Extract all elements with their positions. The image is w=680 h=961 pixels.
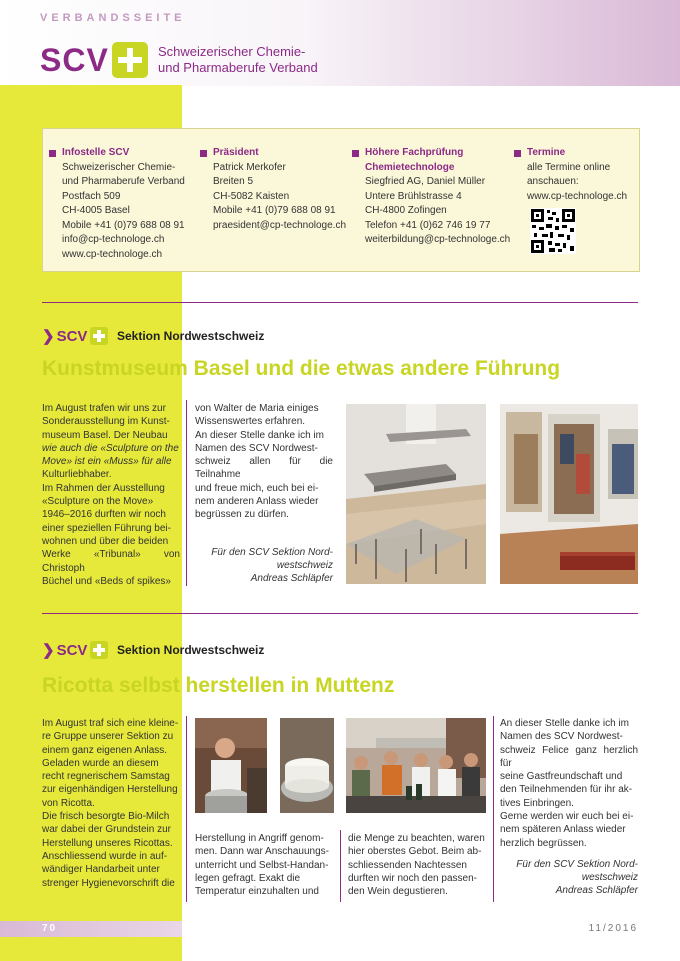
info-line: CH-4800 Zofingen bbox=[365, 205, 447, 216]
issue-date: 11/2016 bbox=[588, 923, 638, 934]
bullet-square-icon bbox=[49, 150, 56, 157]
text-line: Sonderausstellung im Kunst- bbox=[42, 416, 170, 428]
info-col-termine bbox=[527, 146, 627, 204]
chevron-right-icon: ❯ bbox=[42, 328, 55, 345]
text-line: von Ricotta. bbox=[42, 797, 95, 809]
section-logo bbox=[42, 640, 108, 660]
info-line: Patrick Merkofer bbox=[213, 161, 286, 173]
info-title: Höhere Fachprüfung bbox=[365, 147, 464, 158]
cooking-photo-1 bbox=[195, 718, 267, 813]
info-line: und Pharmaberufe Verband bbox=[62, 176, 185, 187]
info-line: Mobile +41 (0)79 688 08 91 bbox=[62, 219, 185, 231]
article-text-col-1 bbox=[42, 402, 180, 588]
text-line: Namen des SCV Nordwest- bbox=[500, 731, 623, 743]
signature-line: westschweiz bbox=[581, 872, 638, 883]
org-line-1: Schweizerischer Chemie- bbox=[158, 44, 306, 59]
article-headline: Kunstmuseum Basel und die etwas andere Führung bbox=[42, 357, 561, 380]
text-line: Temperatur einzuhalten und bbox=[195, 886, 319, 898]
section-title: Sektion Nordwestschweiz bbox=[117, 329, 265, 343]
column-divider bbox=[186, 716, 187, 902]
plus-icon bbox=[90, 327, 108, 345]
info-line: Siegfried AG, Daniel Müller bbox=[365, 176, 486, 187]
text-line: Im Rahmen der Ausstellung bbox=[42, 482, 165, 494]
text-line: legen gefragt. Exakt die bbox=[195, 872, 301, 884]
text-line: Wissenswertes erfahren. bbox=[195, 416, 306, 428]
text-line: und freue mich, euch bei ei- bbox=[195, 482, 319, 494]
text-line: schliessenden Nachtessen bbox=[348, 859, 467, 871]
signature-author: Andreas Schläpfer bbox=[250, 573, 333, 584]
bullet-square-icon bbox=[352, 150, 359, 157]
text-line: Kulturliebhaber. bbox=[42, 469, 112, 481]
info-col-praesident bbox=[213, 146, 346, 233]
info-line: Breiten 5 bbox=[213, 176, 254, 187]
section-logo-text: SCV bbox=[56, 327, 88, 345]
text-line: men. Dann war Anschauungs- bbox=[195, 846, 329, 858]
text-line: schweiz Felice ganz herzlich für bbox=[500, 744, 638, 769]
info-line: Telefon +41 (0)62 746 19 77 bbox=[365, 219, 491, 231]
section-divider bbox=[42, 613, 638, 614]
text-line: zur eigenhändigen Herstellung bbox=[42, 784, 178, 796]
text-line: Büchel und «Beds of spikes» bbox=[42, 575, 171, 587]
sculpture-photo bbox=[346, 404, 486, 584]
text-line: 1946–2016 durften wir noch bbox=[42, 509, 166, 521]
page-number: 70 bbox=[42, 923, 58, 934]
text-line: einer speziellen Führung bei- bbox=[42, 522, 171, 534]
text-line: strenger Hygienevorschrift die bbox=[42, 877, 175, 889]
text-line: Im August traf sich eine kleine- bbox=[42, 718, 179, 729]
group-cooking-photo bbox=[346, 718, 486, 813]
section-logo-text: SCV bbox=[56, 641, 88, 659]
text-line: wändiger Handarbeit unter bbox=[42, 864, 160, 876]
text-line: nem späteren Anlass wieder bbox=[500, 824, 626, 836]
info-line: CH-4005 Basel bbox=[62, 205, 130, 216]
section-logo bbox=[42, 326, 108, 346]
article-text-col-2 bbox=[195, 832, 333, 898]
signature-author: Andreas Schläpfer bbox=[555, 885, 638, 896]
text-line: herzlich begrüssen. bbox=[500, 837, 587, 849]
bullet-square-icon bbox=[514, 150, 521, 157]
info-web-link[interactable]: www.cp-technologe.ch bbox=[527, 190, 628, 202]
logo-text: SCV bbox=[40, 41, 109, 78]
text-line: wie auch die «Sculpture on the bbox=[42, 442, 179, 454]
bullet-square-icon bbox=[200, 150, 207, 157]
text-line: den Teilnehmenden für ihr ak- bbox=[500, 784, 633, 796]
ricotta-photo bbox=[280, 718, 334, 813]
text-line: war dabei der Grundstein zur bbox=[42, 824, 171, 836]
info-email-link[interactable]: praesident@cp-technologe.ch bbox=[213, 219, 347, 231]
footer-band bbox=[0, 921, 182, 937]
text-line: die Menge zu beachten, waren bbox=[348, 833, 485, 844]
info-line: Postfach 509 bbox=[62, 190, 121, 202]
organization-name bbox=[158, 44, 318, 76]
text-line: An dieser Stelle danke ich im bbox=[195, 429, 324, 441]
text-line: durften wir noch den passen- bbox=[348, 872, 477, 884]
info-line: alle Termine online bbox=[527, 161, 611, 173]
info-title-2: Chemietechnologe bbox=[365, 161, 455, 173]
text-line: wohnen und über die beiden bbox=[42, 535, 169, 547]
text-line: re Gruppe unserer Sektion zu bbox=[42, 731, 174, 743]
text-line: Die frisch besorgte Bio-Milch bbox=[42, 811, 170, 823]
text-line: «Sculpture on the Move» bbox=[42, 496, 154, 508]
plus-icon bbox=[90, 641, 108, 659]
text-line: den Wein degustieren. bbox=[348, 886, 448, 898]
section-title: Sektion Nordwestschweiz bbox=[117, 643, 265, 657]
info-title: Präsident bbox=[213, 147, 259, 158]
column-divider bbox=[340, 830, 341, 902]
article-text-col-2 bbox=[195, 402, 333, 522]
text-line: Namen des SCV Nordwest- bbox=[195, 442, 318, 454]
signature-line: Für den SCV Sektion Nord- bbox=[516, 859, 638, 870]
article-headline: Ricotta selbst herstellen in Muttenz bbox=[42, 674, 395, 697]
info-line: Mobile +41 (0)79 688 08 91 bbox=[213, 205, 336, 216]
column-divider bbox=[186, 400, 187, 586]
text-line: tives Einbringen. bbox=[500, 797, 574, 809]
org-line-2: und Pharmaberufe Verband bbox=[158, 60, 318, 75]
text-line: Geladen wurde an diesem bbox=[42, 757, 159, 769]
scv-logo bbox=[40, 40, 148, 80]
info-email-link[interactable]: info@cp-technologe.ch bbox=[62, 234, 165, 245]
text-line: von Walter de Maria einiges bbox=[195, 403, 319, 414]
info-web-link[interactable]: www.cp-technologe.ch bbox=[62, 248, 163, 260]
plus-icon bbox=[112, 42, 148, 78]
signature-line: Für den SCV Sektion Nord- bbox=[211, 547, 333, 558]
gallery-photo bbox=[500, 404, 638, 584]
article-text-col-4 bbox=[500, 717, 638, 850]
text-line: Werke «Tribunal» von Christoph bbox=[42, 549, 180, 574]
page-category-label: VERBANDSSEITE bbox=[40, 12, 186, 24]
text-line: museum Basel. Der Neubau bbox=[42, 429, 168, 441]
text-line: recht regnerischem Samstag bbox=[42, 771, 170, 783]
article-signature bbox=[195, 546, 333, 585]
article-text-col-3 bbox=[348, 832, 486, 898]
info-title: Infostelle SCV bbox=[62, 147, 130, 158]
article-signature bbox=[500, 858, 638, 897]
text-line: seine Gastfreundschaft und bbox=[500, 771, 623, 783]
text-line: hier oberstes Gebot. Beim ab- bbox=[348, 846, 482, 858]
qr-code-icon[interactable] bbox=[530, 208, 576, 254]
text-line: Im August trafen wir uns zur bbox=[42, 403, 166, 414]
text-line: unterricht und Selbst-Handan- bbox=[195, 859, 329, 871]
text-line: Herstellung unseres Ricottas. bbox=[42, 837, 173, 849]
text-line: nem anderen Anlass wieder bbox=[195, 496, 319, 508]
column-divider bbox=[493, 716, 494, 902]
info-title: Termine bbox=[527, 147, 566, 158]
info-email-link[interactable]: weiterbildung@cp-technologe.ch bbox=[365, 234, 511, 245]
info-line: anschauen: bbox=[527, 176, 579, 187]
info-line: Schweizerischer Chemie- bbox=[62, 161, 176, 173]
chevron-right-icon: ❯ bbox=[42, 642, 55, 659]
text-line: Move» ist ein «Muss» für alle bbox=[42, 456, 172, 468]
article-text-col-1 bbox=[42, 717, 180, 890]
text-line: Herstellung in Angriff genom- bbox=[195, 833, 324, 844]
text-line: begrüssen zu dürfen. bbox=[195, 509, 289, 521]
info-col-fachpruefung bbox=[365, 146, 510, 248]
info-line: Untere Brühlstrasse 4 bbox=[365, 190, 462, 202]
info-line: CH-5082 Kaisten bbox=[213, 190, 290, 202]
text-line: Anschliessend wurde in auf- bbox=[42, 850, 168, 862]
info-col-infostelle bbox=[62, 146, 185, 262]
text-line: An dieser Stelle danke ich im bbox=[500, 718, 629, 729]
text-line: einem ganz eigenen Anlass. bbox=[42, 744, 168, 756]
signature-line: westschweiz bbox=[276, 560, 333, 571]
section-divider bbox=[42, 302, 638, 303]
text-line: schweiz allen für die Teilnahme bbox=[195, 456, 333, 481]
text-line: Gerne werden wir euch bei ei- bbox=[500, 811, 634, 823]
